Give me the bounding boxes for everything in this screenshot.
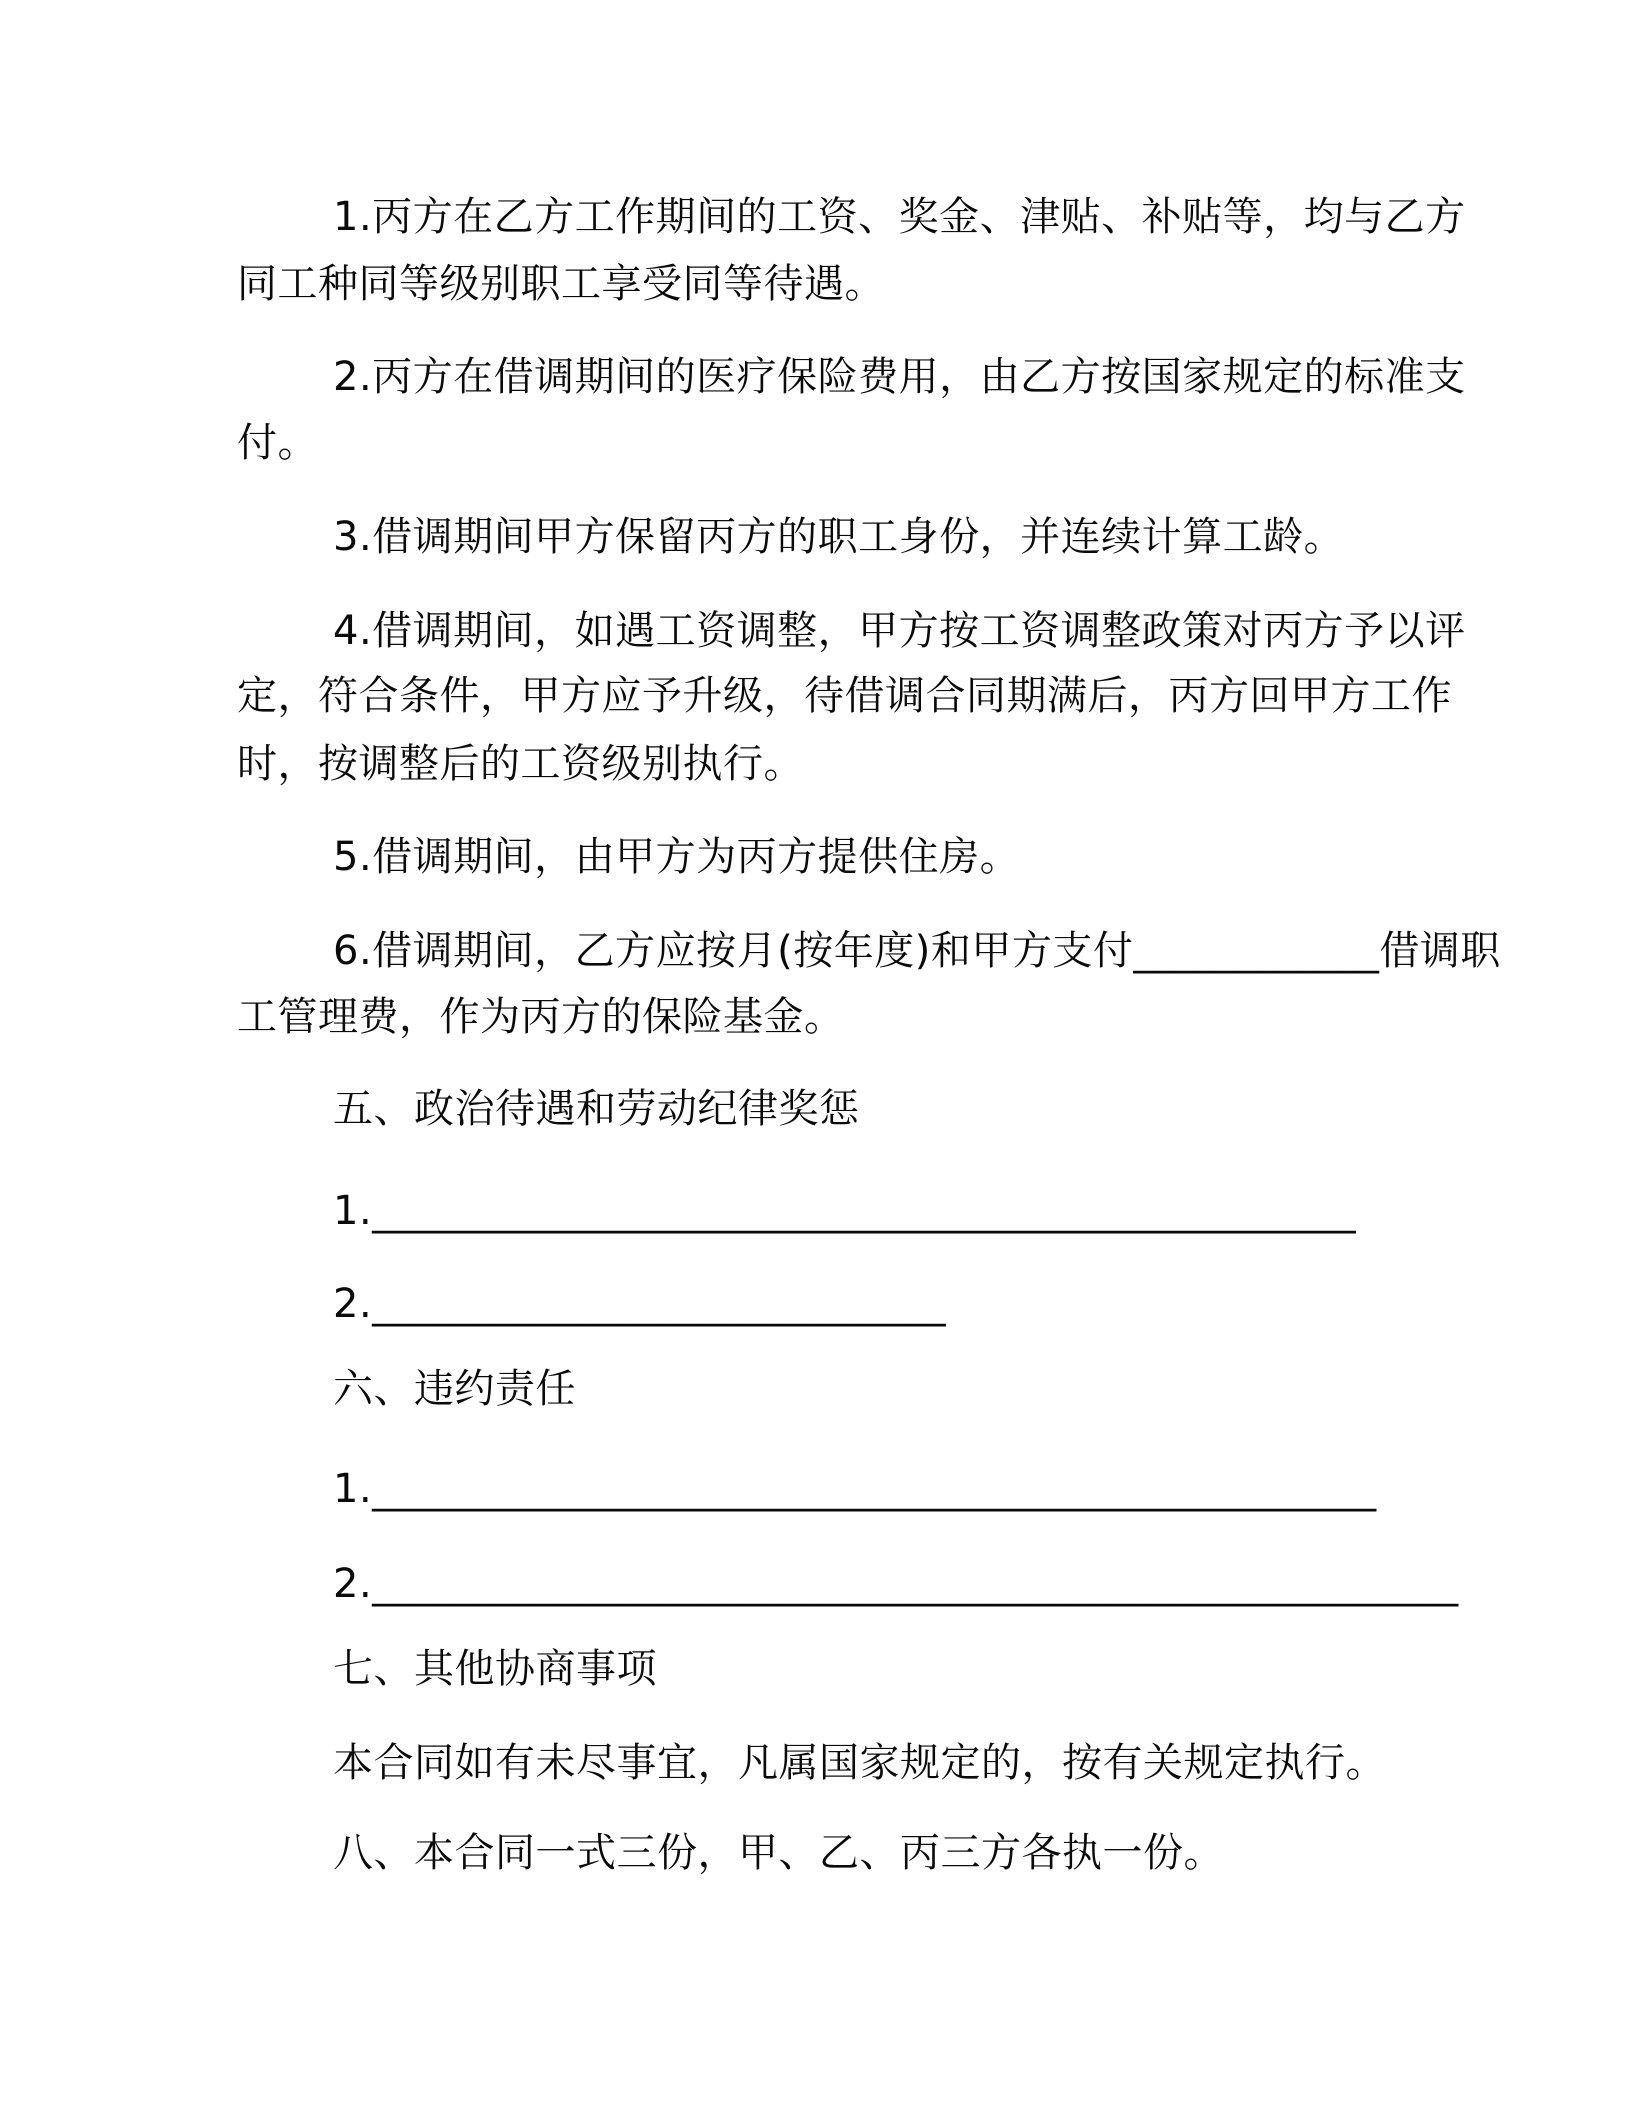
clause-4-5: 5.借调期间，由甲方为丙方提供住房。	[333, 834, 1021, 880]
section-6-item-1-blank: 1._________________________________________________	[333, 1466, 1377, 1512]
section-7-heading: 七、其他协商事项	[333, 1646, 657, 1692]
section-6-heading: 六、违约责任	[333, 1366, 576, 1412]
clause-4-4-line-3: 时，按调整后的工资级别执行。	[237, 741, 804, 787]
section-5-item-1-blank: 1.________________________________________________	[333, 1188, 1357, 1234]
section-6-item-2-blank: 2._____________________________________________________	[333, 1561, 1459, 1607]
clause-4-6-line-1: 6.借调期间，乙方应按月(按年度)和甲方支付____________借调职	[333, 928, 1501, 974]
clause-4-4-line-1: 4.借调期间，如遇工资调整，甲方按工资调整政策对丙方予以评	[333, 608, 1466, 654]
clause-4-2-line-2: 付。	[237, 420, 318, 466]
clause-4-3: 3.借调期间甲方保留丙方的职工身份，并连续计算工龄。	[333, 514, 1345, 560]
clause-4-1-line-1: 1.丙方在乙方工作期间的工资、奖金、津贴、补贴等，均与乙方	[333, 194, 1466, 240]
clause-4-1-line-2: 同工种同等级别职工享受同等待遇。	[237, 261, 885, 307]
clause-4-2-line-1: 2.丙方在借调期间的医疗保险费用，由乙方按国家规定的标准支	[333, 354, 1466, 400]
section-8: 八、本合同一式三份，甲、乙、丙三方各执一份。	[333, 1830, 1224, 1876]
section-7-body: 本合同如有未尽事宜，凡属国家规定的，按有关规定执行。	[333, 1740, 1386, 1786]
clause-4-4-line-2: 定，符合条件，甲方应予升级，待借调合同期满后，丙方回甲方工作	[237, 673, 1452, 719]
section-5-heading: 五、政治待遇和劳动纪律奖惩	[333, 1086, 860, 1132]
clause-4-6-line-2: 工管理费，作为丙方的保险基金。	[237, 994, 845, 1040]
section-5-item-2-blank: 2.____________________________	[333, 1281, 947, 1327]
